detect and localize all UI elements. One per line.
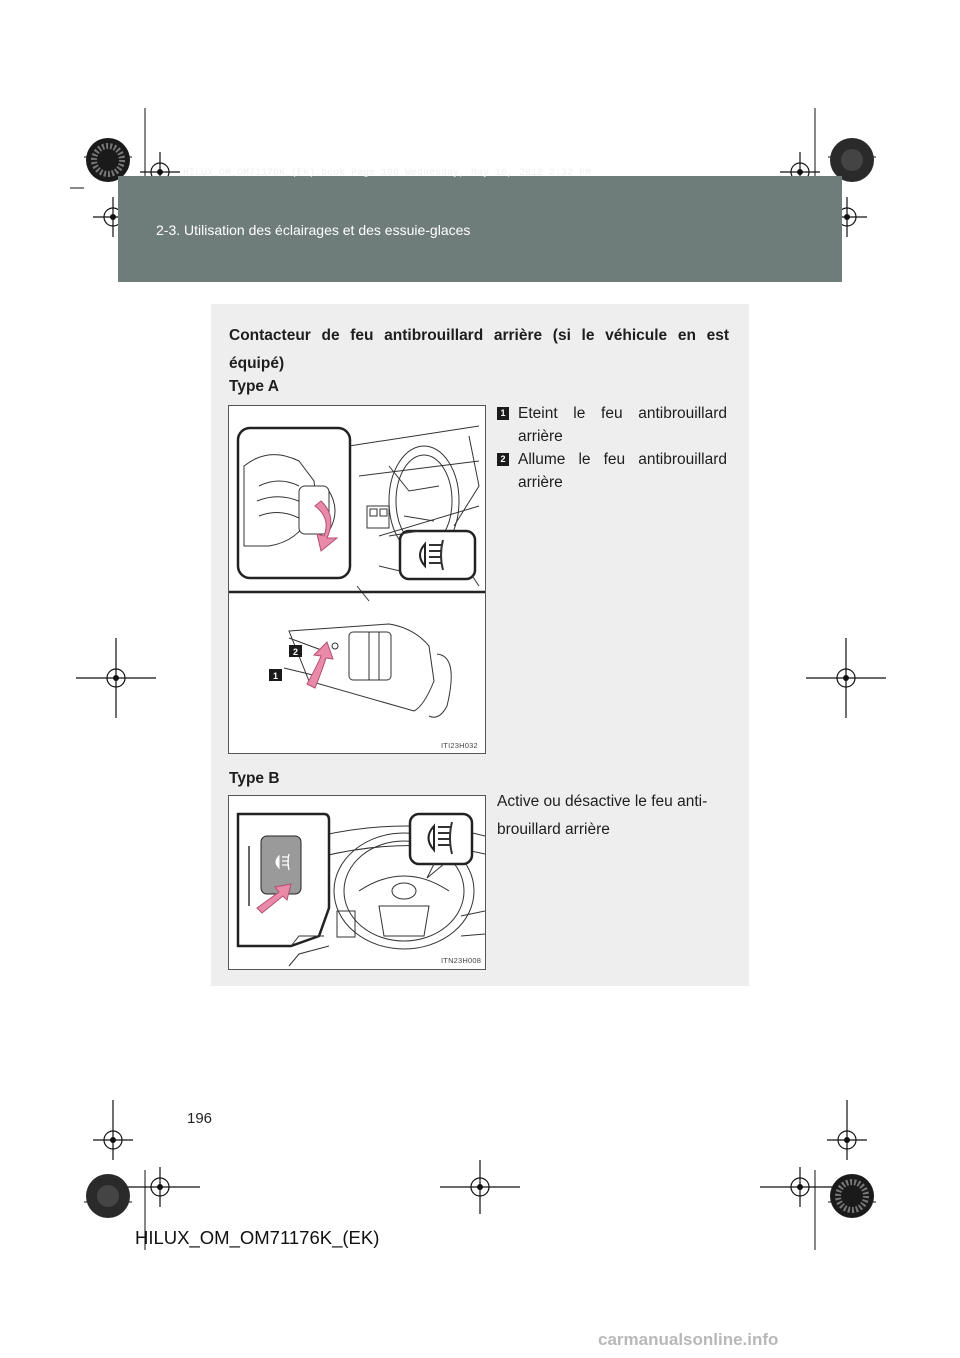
figure-code: ITI23H032 xyxy=(441,741,478,750)
figure-type-b xyxy=(228,795,486,970)
item-text: Allume le feu antibrouillard arrière xyxy=(518,451,727,491)
figure-type-a xyxy=(228,405,486,754)
lever-switch-illustration xyxy=(229,406,485,753)
watermark: carmanualsonline.info xyxy=(598,1330,779,1349)
page-number: 196 xyxy=(187,1110,213,1127)
document-code: HILUX_OM_OM71176K_(EK) xyxy=(135,1227,380,1248)
list-item xyxy=(497,448,727,494)
item-number-badge: 1 xyxy=(497,407,509,420)
type-b-label: Type B xyxy=(229,770,280,787)
item-number-badge: 2 xyxy=(497,453,509,466)
item-text: Eteint le feu antibrouillard arrière xyxy=(518,405,727,445)
figure-code: ITN23H008 xyxy=(441,956,482,965)
section-title: 2-3. Utilisation des éclairages et des essuie-glaces xyxy=(156,222,471,238)
page-heading: Contacteur de feu antibrouillard arrière (si le véhicule en est équipé) xyxy=(229,327,729,372)
file-stamp: HILUX_OM_OM71176K_(EK).book Page 196 Wednesday, May 16, 2012 2:32 PM xyxy=(183,168,592,179)
type-a-label: Type A xyxy=(229,378,279,395)
callout-2: 2 xyxy=(292,647,299,657)
list-item xyxy=(497,402,727,448)
callout-1: 1 xyxy=(272,671,279,681)
dashboard-switch-illustration xyxy=(229,796,485,969)
type-b-description: Active ou désactive le feu anti-brouillard arrière xyxy=(497,793,708,838)
